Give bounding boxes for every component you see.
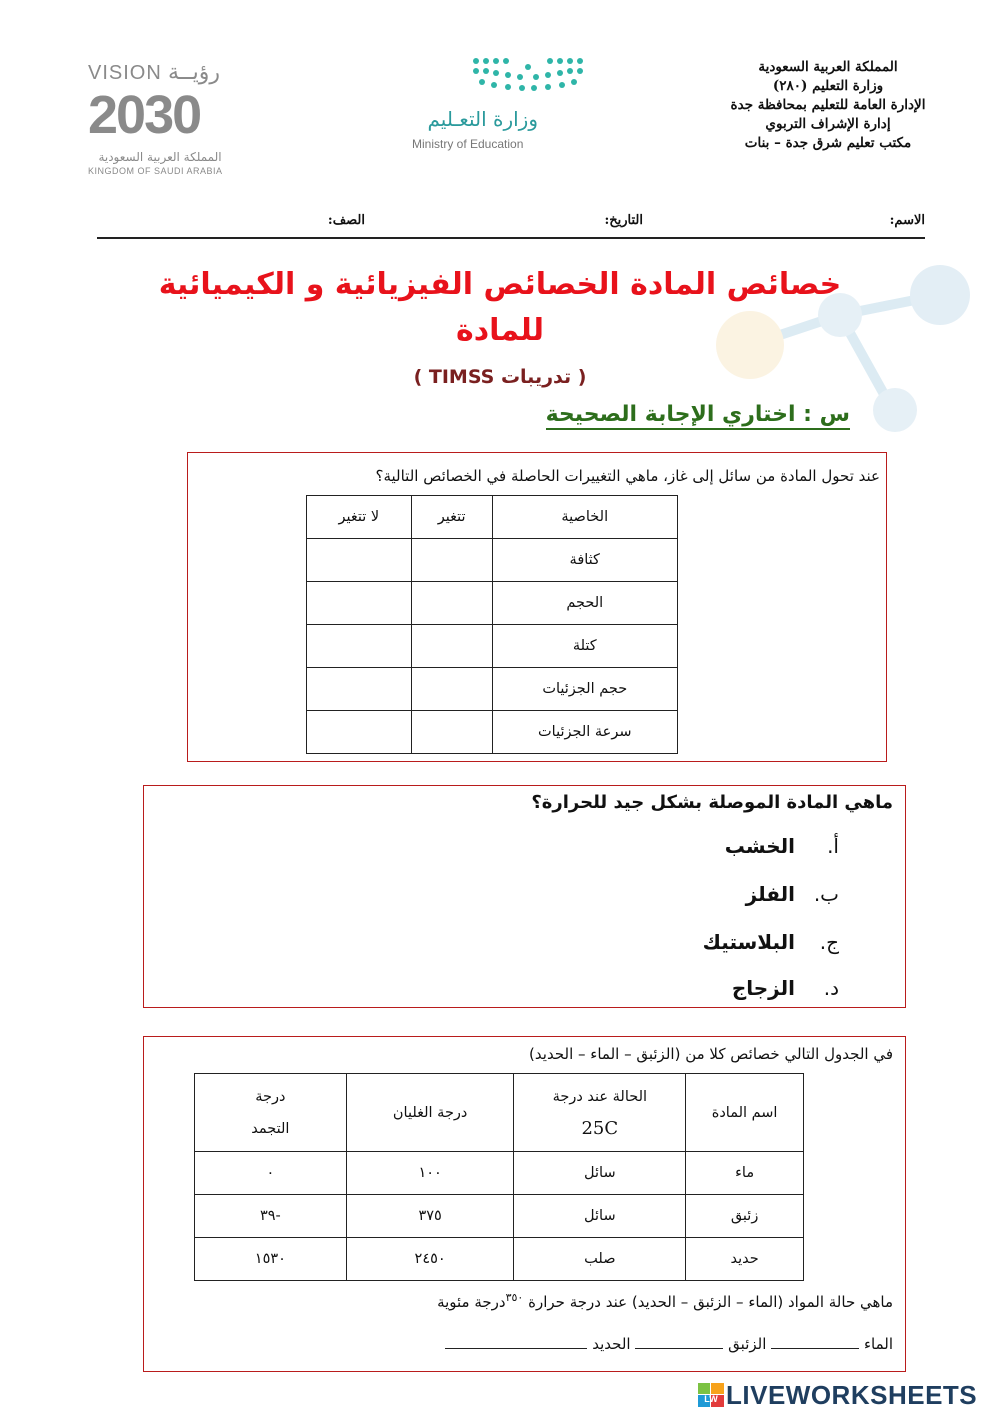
boiling-cell: ١٠٠ bbox=[346, 1152, 514, 1195]
header-no-change: لا تتغير bbox=[307, 496, 412, 539]
moe-logo-english: Ministry of Education bbox=[412, 137, 524, 151]
vision-arabic-kingdom: المملكة العربية السعودية bbox=[98, 150, 222, 164]
name-label: الاسم: bbox=[889, 213, 925, 228]
moe-logo-arabic: وزارة التعـليم bbox=[427, 107, 538, 131]
subquestion-start: ماهي حالة المواد (الماء – الزئبق – الحديد) عند درجة حرارة bbox=[528, 1293, 893, 1311]
title-line-1: خصائص المادة الخصائص الفيزيائية و الكيميائية bbox=[158, 267, 842, 302]
ministry-header bbox=[708, 58, 948, 153]
date-label: التاريخ: bbox=[604, 213, 643, 228]
class-label: الصف: bbox=[327, 213, 365, 228]
option-d[interactable] bbox=[732, 976, 839, 1000]
changes-answer-cell[interactable] bbox=[411, 711, 492, 754]
material-name-cell: حديد bbox=[686, 1238, 804, 1281]
property-cell: الحجم bbox=[492, 582, 677, 625]
moe-logo bbox=[408, 55, 588, 155]
property-cell: كثافة bbox=[492, 539, 677, 582]
boiling-cell: ٢٤٥٠ bbox=[346, 1238, 514, 1281]
option-c-text: البلاستيك bbox=[702, 930, 795, 954]
header-freezing-line-1: درجة bbox=[255, 1088, 286, 1105]
badge-text: LW bbox=[704, 1394, 718, 1404]
header-freezing-point bbox=[195, 1074, 347, 1152]
no-change-answer-cell[interactable] bbox=[307, 539, 412, 582]
option-a-letter: أ. bbox=[827, 834, 839, 858]
material-name-cell: ماء bbox=[686, 1152, 804, 1195]
answer-line bbox=[445, 1335, 893, 1353]
state-cell: سائل bbox=[514, 1152, 686, 1195]
no-change-answer-cell[interactable] bbox=[307, 582, 412, 625]
header-boiling-point: درجة الغليان bbox=[346, 1074, 514, 1152]
option-b[interactable] bbox=[746, 882, 839, 906]
vision-arabic-word: رؤيــة bbox=[168, 60, 221, 85]
title-line-2: للمادة bbox=[456, 313, 544, 348]
property-cell: سرعة الجزئيات bbox=[492, 711, 677, 754]
ministry-line-2: وزارة التعليم (٢٨٠) bbox=[772, 78, 884, 94]
no-change-answer-cell[interactable] bbox=[307, 625, 412, 668]
vision-english-kingdom: KINGDOM OF SAUDI ARABIA bbox=[88, 166, 223, 176]
vision-2030-logo bbox=[88, 62, 238, 182]
option-c[interactable] bbox=[703, 930, 839, 954]
moe-dots-icon bbox=[468, 55, 588, 95]
question-2-box bbox=[143, 785, 906, 1008]
changes-answer-cell[interactable] bbox=[411, 582, 492, 625]
changes-answer-cell[interactable] bbox=[411, 539, 492, 582]
worksheet-title bbox=[150, 262, 850, 354]
answer-water-label: الماء bbox=[863, 1335, 893, 1353]
freezing-cell: -٣٩ bbox=[195, 1195, 347, 1238]
property-cell: حجم الجزئيات bbox=[492, 668, 677, 711]
question-3-box bbox=[143, 1036, 906, 1372]
question-3-subquestion bbox=[437, 1291, 893, 1311]
header-changes: تتغير bbox=[411, 496, 492, 539]
option-d-letter: د. bbox=[823, 976, 839, 1000]
answer-iron-label: الحديد bbox=[592, 1335, 631, 1353]
header-state-temp: 25C bbox=[581, 1117, 619, 1139]
table-row bbox=[307, 582, 678, 625]
no-change-answer-cell[interactable] bbox=[307, 668, 412, 711]
table-row bbox=[307, 539, 678, 582]
option-d-text: الزجاج bbox=[731, 976, 795, 1000]
table-row bbox=[195, 1195, 804, 1238]
liveworksheets-logo[interactable] bbox=[698, 1380, 994, 1410]
instruction-heading: س : اختاري الإجابة الصحيحة bbox=[546, 402, 850, 430]
option-a[interactable] bbox=[725, 834, 839, 858]
liveworksheets-brand: LIVEWORKSHEETS bbox=[726, 1380, 978, 1410]
ministry-line-5: مكتب تعليم شرق جدة – بنات bbox=[744, 135, 912, 151]
property-cell: كتلة bbox=[492, 625, 677, 668]
changes-answer-cell[interactable] bbox=[411, 625, 492, 668]
material-name-cell: زئبق bbox=[686, 1195, 804, 1238]
header-state-label: الحالة عند درجة bbox=[552, 1088, 648, 1105]
table-row bbox=[195, 1152, 804, 1195]
liveworksheets-badge-icon bbox=[698, 1383, 724, 1407]
freezing-cell: ٠ bbox=[195, 1152, 347, 1195]
option-c-letter: ج. bbox=[819, 930, 839, 954]
table-row bbox=[307, 668, 678, 711]
question-1-box bbox=[187, 452, 887, 762]
header-freezing-line-2: التجمد bbox=[251, 1120, 290, 1137]
question-1-text: عند تحول المادة من سائل إلى غاز، ماهي التغييرات الحاصلة في الخصائص التالية؟ bbox=[375, 467, 880, 485]
changes-answer-cell[interactable] bbox=[411, 668, 492, 711]
vision-title: VISION bbox=[88, 62, 162, 84]
answer-water-blank[interactable] bbox=[771, 1348, 859, 1349]
header-material-name: اسم المادة bbox=[686, 1074, 804, 1152]
table-row bbox=[307, 625, 678, 668]
option-b-letter: ب. bbox=[813, 882, 839, 906]
state-cell: صلب bbox=[514, 1238, 686, 1281]
student-info-line bbox=[97, 211, 925, 239]
properties-change-table bbox=[306, 495, 678, 754]
worksheet-subtitle: ( تدريبات TIMSS ) bbox=[413, 366, 587, 388]
ministry-line-4: إدارة الإشراف التربوي bbox=[765, 116, 891, 132]
table-header-row bbox=[307, 496, 678, 539]
answer-iron-blank[interactable] bbox=[445, 1348, 587, 1349]
table-header-row bbox=[195, 1074, 804, 1152]
table-row bbox=[307, 711, 678, 754]
ministry-line-1: المملكة العربية السعودية bbox=[758, 59, 898, 75]
question-3-text: في الجدول التالي خصائص كلا من (الزئبق – الماء – الحديد) bbox=[529, 1045, 893, 1063]
header-property: الخاصية bbox=[492, 496, 677, 539]
subquestion-end: درجة مئوية bbox=[437, 1293, 506, 1311]
no-change-answer-cell[interactable] bbox=[307, 711, 412, 754]
boiling-cell: ٣٧٥ bbox=[346, 1195, 514, 1238]
question-2-text: ماهي المادة الموصلة بشكل جيد للحرارة؟ bbox=[531, 792, 893, 813]
freezing-cell: ١٥٣٠ bbox=[195, 1238, 347, 1281]
vision-year: 2030 bbox=[88, 85, 201, 145]
state-cell: سائل bbox=[514, 1195, 686, 1238]
option-b-text: الفلز bbox=[745, 882, 795, 906]
option-a-text: الخشب bbox=[724, 834, 795, 858]
ministry-line-3: الإدارة العامة للتعليم بمحافظة جدة bbox=[730, 97, 926, 113]
answer-mercury-label: الزئبق bbox=[728, 1335, 767, 1353]
header-state bbox=[514, 1074, 686, 1152]
subquestion-temp: ٣٥٠ bbox=[505, 1291, 524, 1304]
materials-properties-table bbox=[194, 1073, 804, 1281]
table-row bbox=[195, 1238, 804, 1281]
answer-mercury-blank[interactable] bbox=[635, 1348, 723, 1349]
